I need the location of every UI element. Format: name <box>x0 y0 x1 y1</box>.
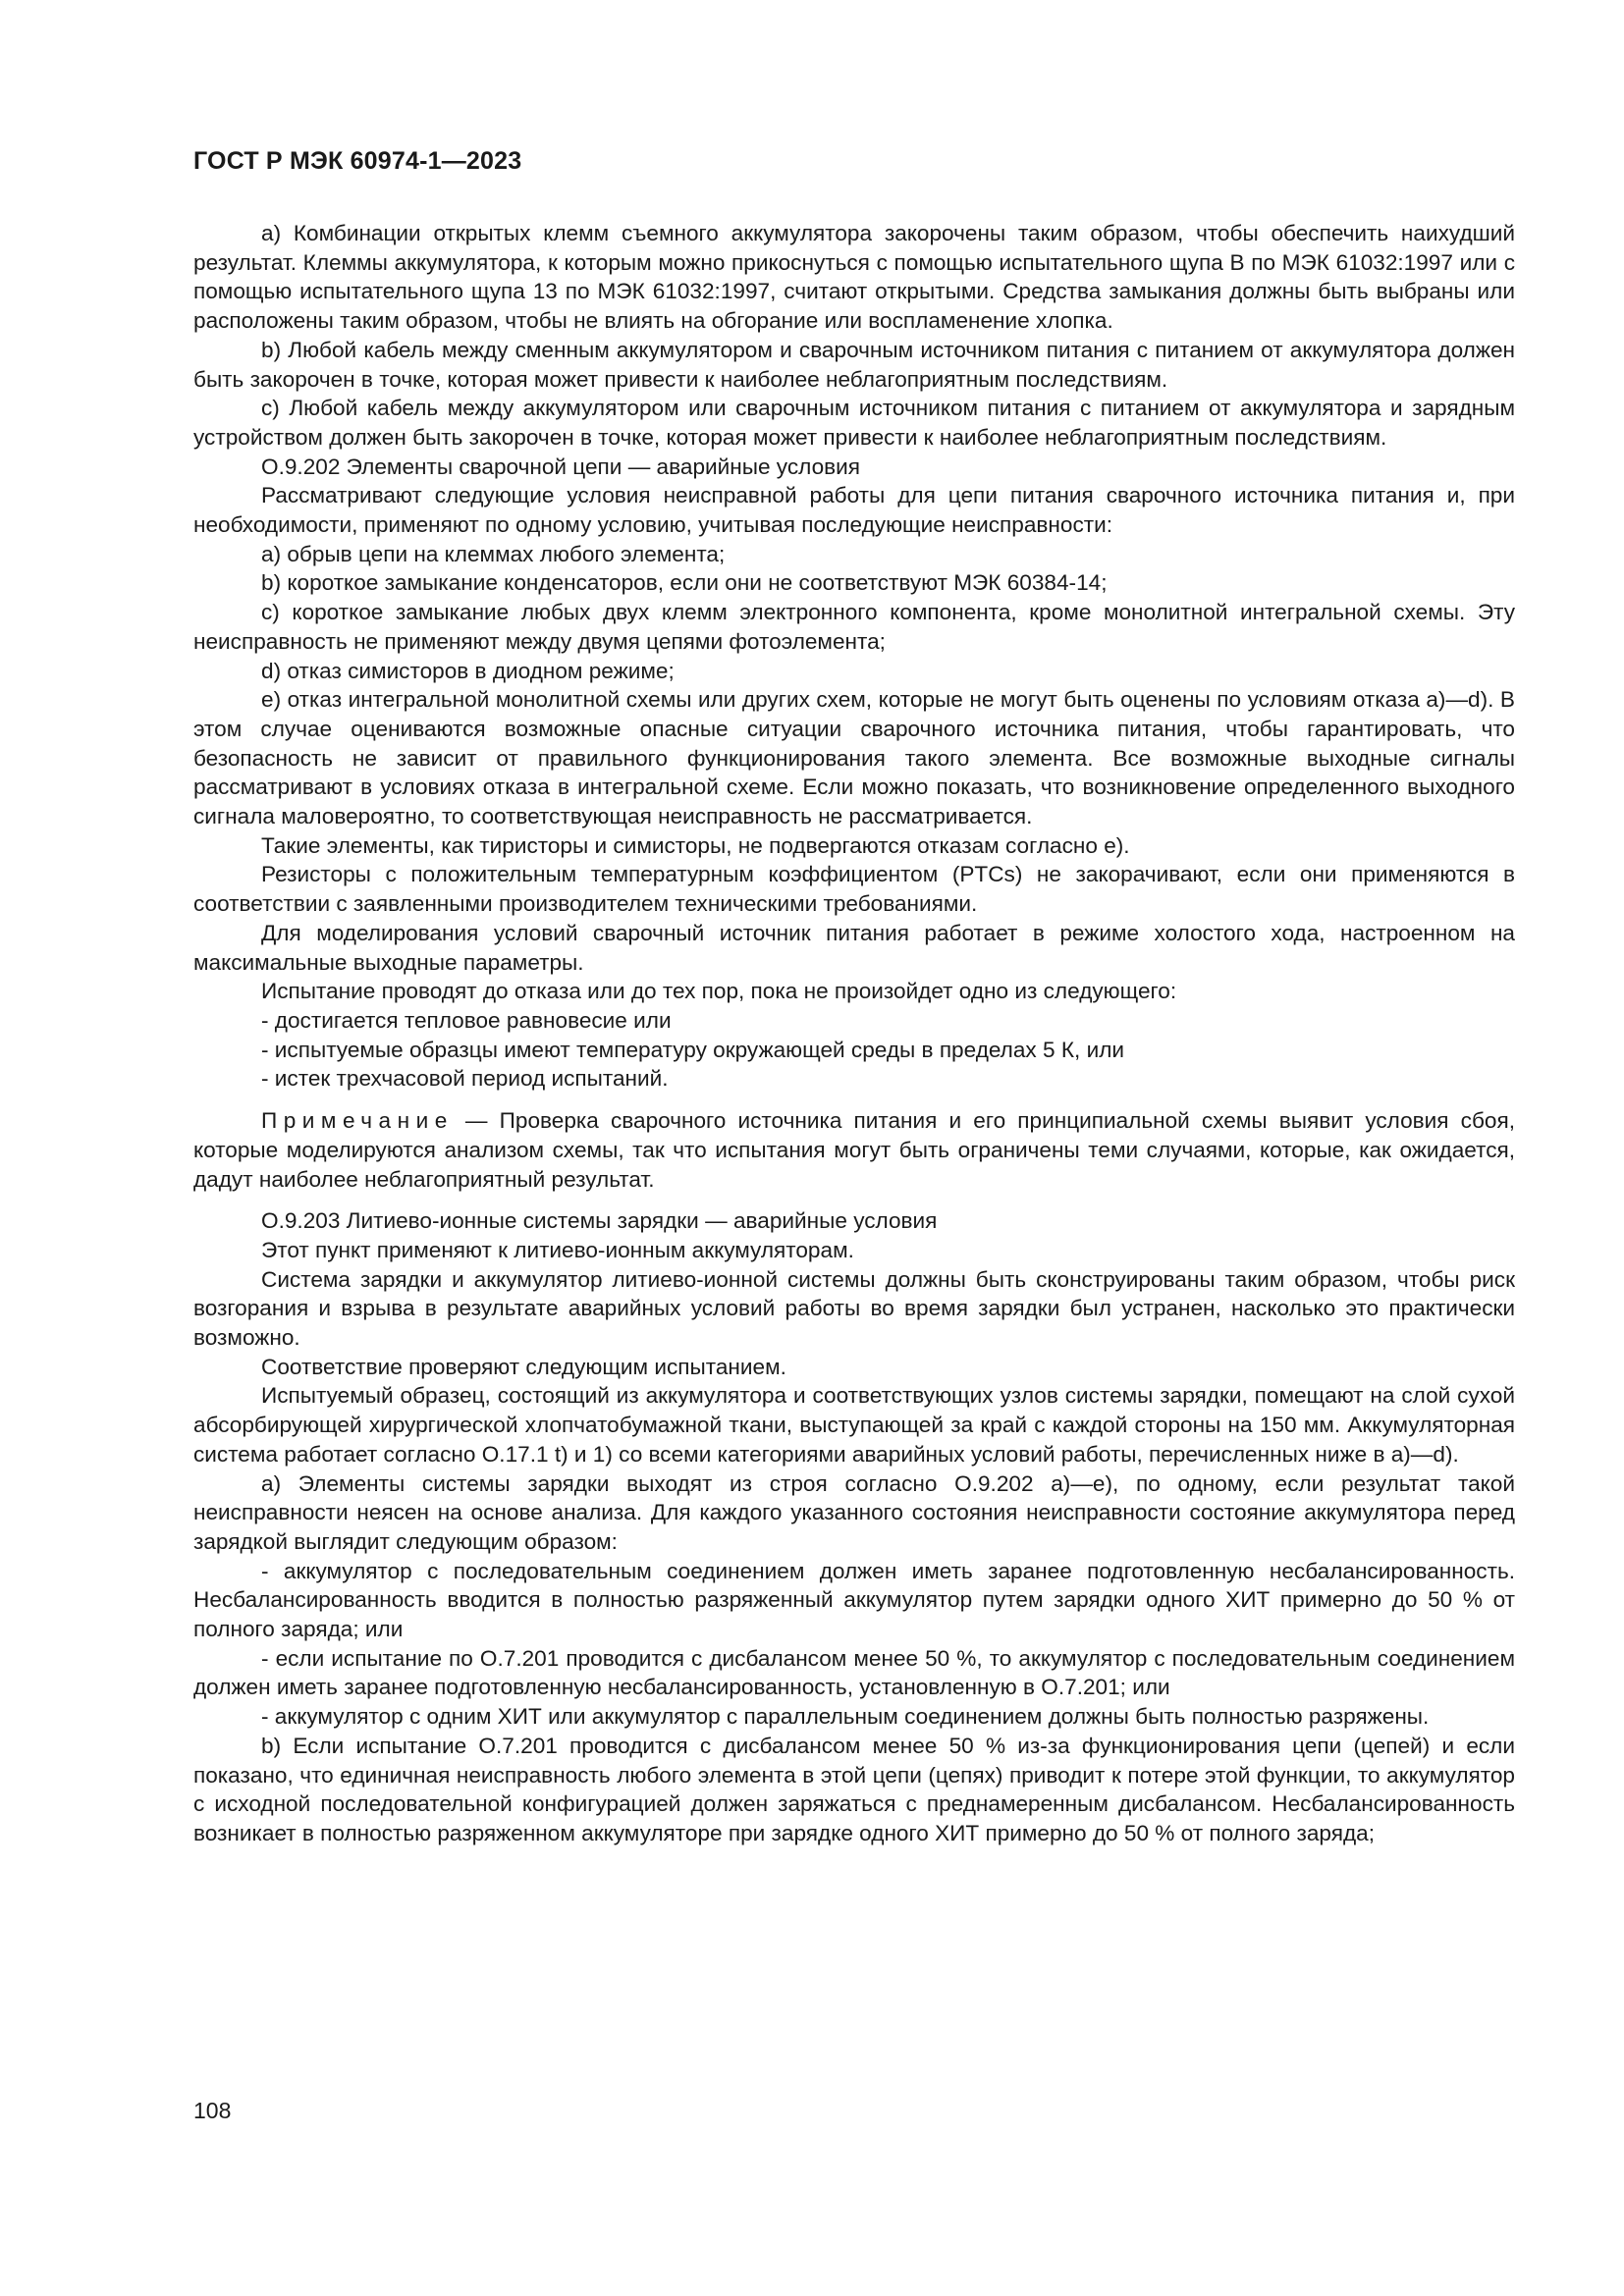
paragraph: Испытание проводят до отказа или до тех пор, пока не произойдет одно из следующего: <box>261 979 1177 1004</box>
list-item: - если испытание по О.7.201 проводится с дисбалансом менее 50 %, то аккумулятор с последовательным соединением должен иметь заранее подготовленную несбалансированность, установленную в О.7.201; или <box>193 1645 1515 1700</box>
list-item: e) отказ интегральной монолитной схемы или других схем, которые не могут быть оценены по условиям отказа а)—d). В этом случае оцениваются возможные опасные ситуации сварочного источника питания, чтобы гарантировать, что безопасность не зависит от правильного функционирования такого элемента. Все возможные выходные сигналы рассматривают в условиях отказа в интегральной схеме. Если можно показать, что возникновение определенного выходного сигнала маловероятно, то соответствующая неисправность не рассматривается. <box>193 687 1515 829</box>
list-item: b) Если испытание О.7.201 проводится с дисбалансом менее 50 % из-за функционирования цепи (цепей) и если показано, что единичная неисправность любого элемента в этой цепи (цепях) приводит к потере этой функции, то аккумулятор с исходной последовательной конфигурацией должен заряжаться с преднамеренным дисбалансом. Несбалансированность возникает в полностью разряженном аккумуляторе при зарядке одного ХИТ примерно до 50 % от полного заряда; <box>193 1733 1515 1845</box>
paragraph: Резисторы с положительным температурным коэффициентом (PTCs) не закорачивают, если они применяются в соответствии с заявленными производителем техническими требованиями. <box>193 862 1515 917</box>
list-item: - аккумулятор с последовательным соединением должен иметь заранее подготовленную несбалансированность. Несбалансированность вводится в полностью разряженный аккумулятор путем зарядки одного ХИТ примерно до 50 % от полного заряда; или <box>193 1558 1515 1642</box>
list-item: b) короткое замыкание конденсаторов, если они не соответствуют МЭК 60384-14; <box>261 570 1108 596</box>
paragraph: Рассматривают следующие условия неисправной работы для цепи питания сварочного источника питания и, при необходимости, применяют по одному условию, учитывая последующие неисправности: <box>193 483 1515 538</box>
paragraph: Соответствие проверяют следующим испытанием. <box>261 1354 786 1379</box>
list-item: а) Элементы системы зарядки выходят из строя согласно О.9.202 а)—е), по одному, если результат такой неисправности неясен на основе анализа. Для каждого указанного состояния неисправности состояние аккумулятора перед зарядкой выглядит следующим образом: <box>193 1470 1515 1554</box>
section-heading-o9202: О.9.202 Элементы сварочной цепи — аварийные условия <box>261 454 861 479</box>
note-label: Примечание <box>261 1108 454 1134</box>
paragraph: Такие элементы, как тиристоры и симисторы, не подвергаются отказам согласно е). <box>261 832 1130 858</box>
list-item: a) обрыв цепи на клеммах любого элемента; <box>261 541 726 566</box>
list-item: - истек трехчасовой период испытаний. <box>261 1066 669 1092</box>
document-body <box>193 219 1515 1848</box>
section-heading-o9203: О.9.203 Литиево-ионные системы зарядки — аварийные условия <box>261 1208 938 1234</box>
list-item: d) отказ симисторов в диодном режиме; <box>261 658 675 683</box>
paragraph: Этот пункт применяют к литиево-ионным аккумуляторам. <box>261 1237 854 1262</box>
page-number: 108 <box>193 2098 232 2123</box>
document-header: ГОСТ Р МЭК 60974-1—2023 <box>193 147 522 175</box>
paragraph: Испытуемый образец, состоящий из аккумулятора и соответствующих узлов системы зарядки, помещают на слой сухой абсорбирующей хирургической хлопчатобумажной ткани, выступающей за край с каждой стороны на 150 мм. Аккумуляторная система работает согласно О.17.1 t) и 1) со всеми категориями аварийных условий работы, перечисленных ниже в а)—d). <box>193 1383 1515 1467</box>
paragraph: Для моделирования условий сварочный источник питания работает в режиме холостого хода, настроенном на максимальные выходные параметры. <box>193 920 1515 975</box>
note-paragraph <box>193 1106 1515 1194</box>
list-item: c) короткое замыкание любых двух клемм электронного компонента, кроме монолитной интегральной схемы. Эту неисправность не применяют между двумя цепями фотоэлемента; <box>193 600 1515 654</box>
list-item: - испытуемые образцы имеют температуру окружающей среды в пределах 5 К, или <box>261 1037 1124 1062</box>
paragraph-a-short-circuit: а) Комбинации открытых клемм съемного аккумулятора закорочены таким образом, чтобы обеспечить наихудший результат. Клеммы аккумулятора, к которым можно прикоснуться с помощью испытательного щупа В по МЭК 61032:1997 или с помощью испытательного щупа 13 по МЭК 61032:1997, считают открытыми. Средства замыкания должны быть выбраны или расположены таким образом, чтобы не влиять на обгорание или воспламенение хлопка. <box>193 221 1515 334</box>
paragraph-c-cable: с) Любой кабель между аккумулятором или сварочным источником питания с питанием от аккумулятора и зарядным устройством должен быть закорочен в точке, которая может привести к наиболее неблагоприятным последствиям. <box>193 396 1515 450</box>
list-item: - аккумулятор с одним ХИТ или аккумулятор с параллельным соединением должны быть полностью разряжены. <box>261 1704 1430 1730</box>
paragraph: Система зарядки и аккумулятор литиево-ионной системы должны быть сконструированы таким образом, чтобы риск возгорания и взрыва в результате аварийных условий работы во время зарядки был устранен, насколько это практически возможно. <box>193 1266 1515 1351</box>
note-text: — Проверка сварочного источника питания и его принципиальной схемы выявит условия сбоя, которые моделируются анализом схемы, так что испытания могут быть ограничены теми случаями, которые, как ожидается, дадут наиболее неблагоприятный результат. <box>193 1108 1515 1192</box>
list-item: - достигается тепловое равновесие или <box>261 1007 672 1033</box>
paragraph-b-cable: b) Любой кабель между сменным аккумулятором и сварочным источником питания с питанием от аккумулятора должен быть закорочен в точке, которая может привести к наиболее неблагоприятным последствиям. <box>193 337 1515 392</box>
